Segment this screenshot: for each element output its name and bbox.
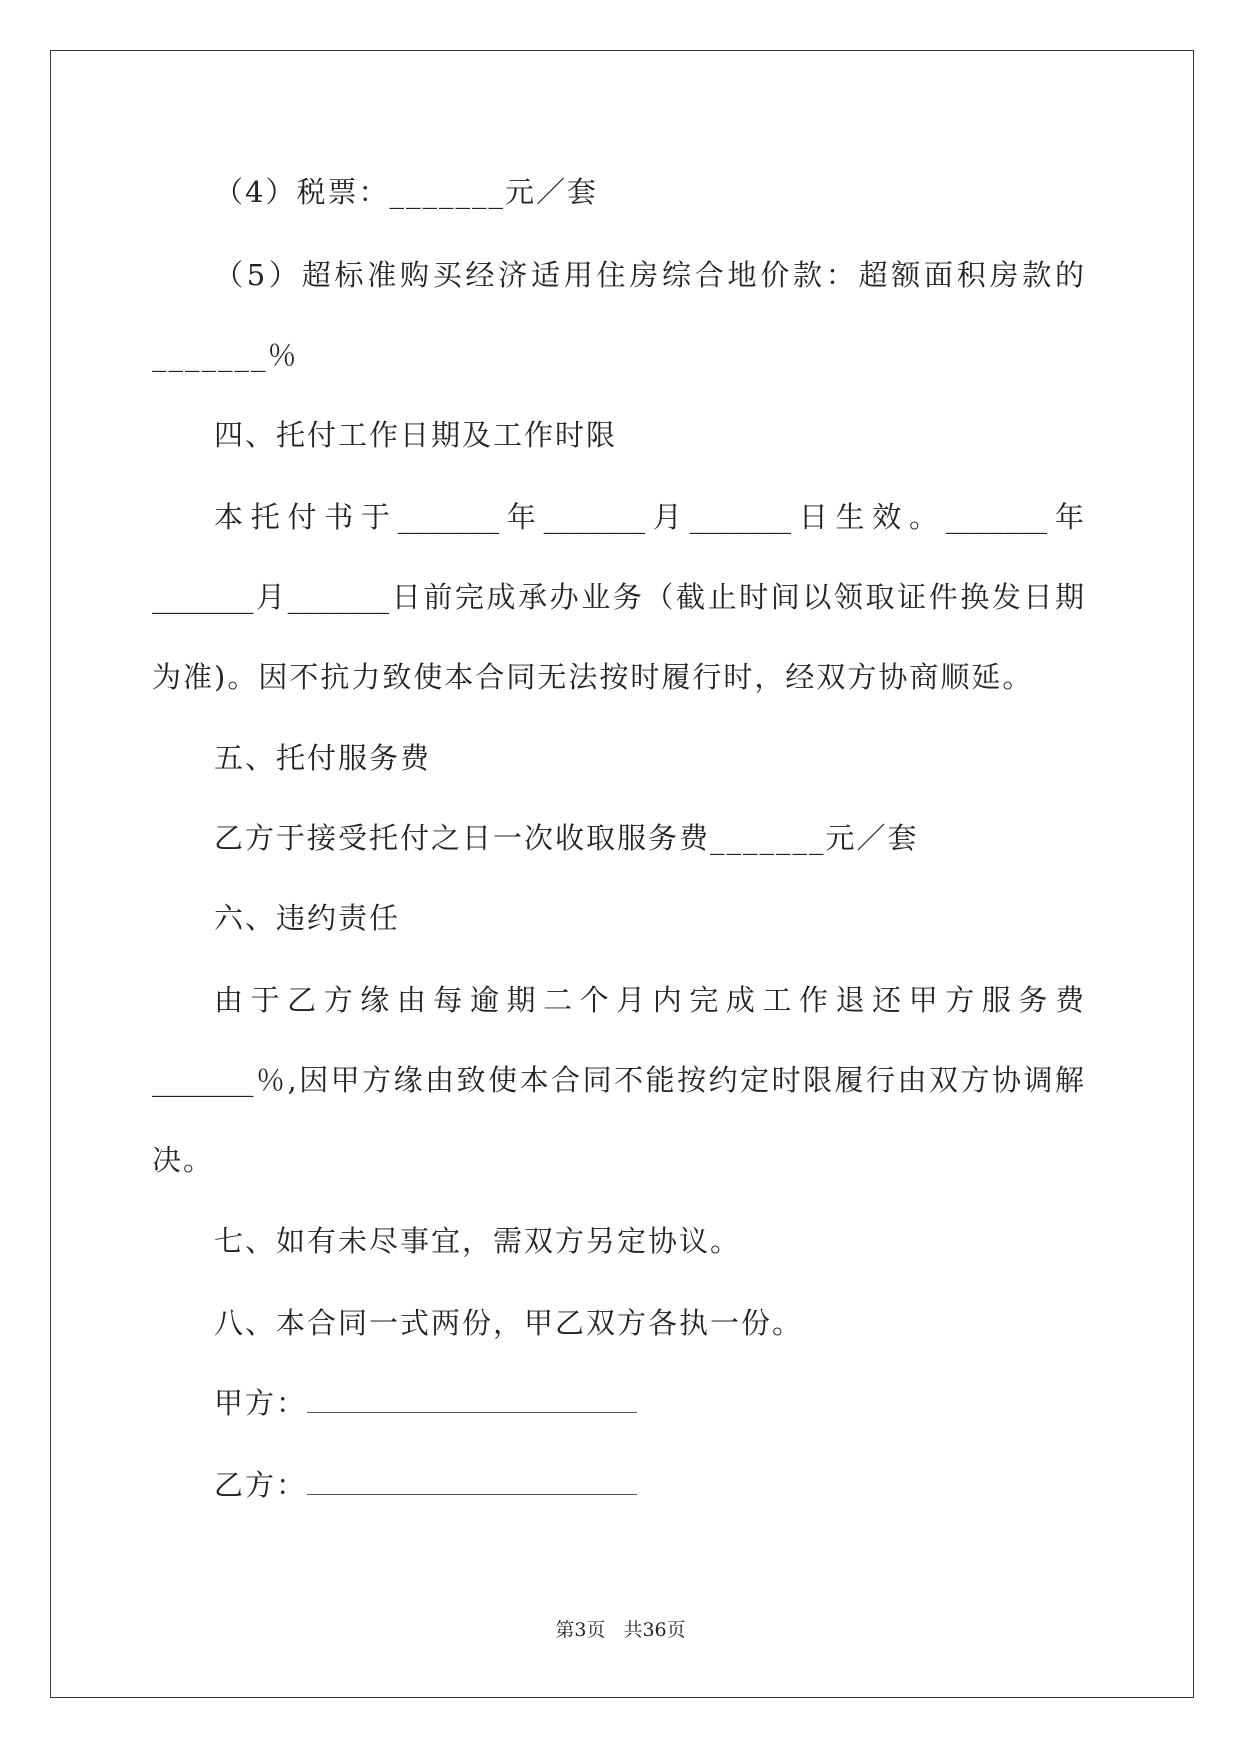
effective-date-line: 本托付书于_______年_______月_______日生效。_______年	[214, 500, 1084, 534]
party-b-label: 乙方：	[214, 1468, 308, 1502]
page-footer	[0, 1617, 1241, 1643]
page-total: 共36页	[623, 1619, 686, 1641]
section-four-heading: 四、托付工作日期及工作时限	[214, 418, 618, 452]
service-fee-line: 乙方于接受托付之日一次收取服务费_______元／套	[214, 821, 919, 855]
party-a-blank	[307, 1384, 637, 1413]
party-a-label: 甲方：	[214, 1386, 308, 1420]
breach-line-3: 决。	[152, 1143, 215, 1177]
party-a-signature-line	[214, 1383, 1084, 1423]
page-border	[50, 50, 1194, 1698]
tax-ticket-line: （4）税票：_______元／套	[214, 175, 598, 209]
section-five-heading: 五、托付服务费	[214, 741, 432, 775]
land-price-percent-line: _______％	[152, 338, 299, 372]
breach-line-1: 由于乙方缘由每逾期二个月内完成工作退还甲方服务费	[214, 983, 1084, 1017]
section-seven-line: 七、如有未尽事宜，需双方另定协议。	[214, 1224, 742, 1258]
section-eight-line: 八、本合同一式两份，甲乙双方各执一份。	[214, 1306, 804, 1340]
land-price-line: （5）超标准购买经济适用住房综合地价款：超额面积房款的	[214, 258, 1084, 292]
party-b-blank	[307, 1466, 637, 1495]
force-majeure-line: 为准)。因不抗力致使本合同无法按时履行时，经双方协商顺延。	[152, 660, 1034, 694]
deadline-line: _______月_______日前完成承办业务（截止时间以领取证件换发日期	[152, 580, 1084, 614]
breach-line-2: _______％,因甲方缘由致使本合同不能按约定时限履行由双方协调解	[152, 1063, 1084, 1097]
section-six-heading: 六、违约责任	[214, 901, 401, 935]
page-current: 第3页	[555, 1619, 606, 1641]
party-b-signature-line	[214, 1465, 1084, 1505]
